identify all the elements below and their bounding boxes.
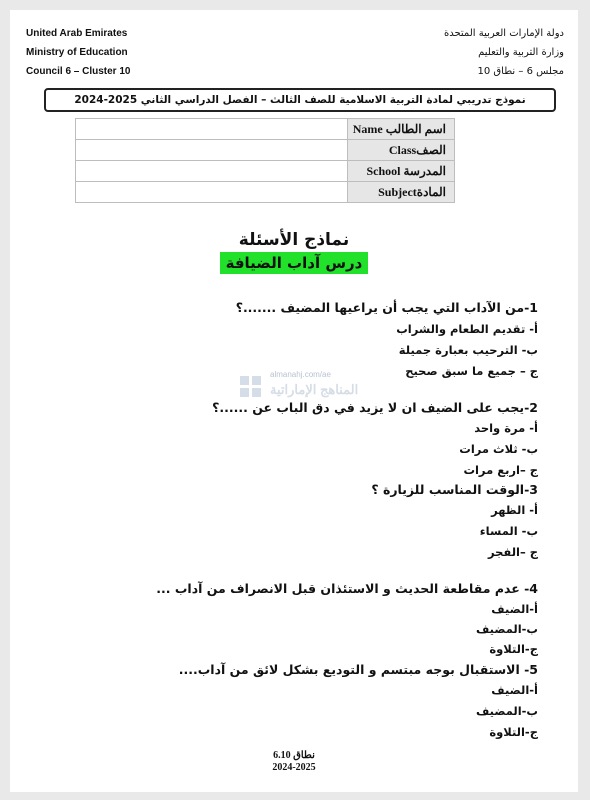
question-3-option-c: ج –الفجر [487, 545, 538, 559]
worksheet-page [10, 10, 578, 792]
lesson-title-wrap [10, 252, 578, 274]
student-info-table [75, 118, 455, 203]
info-value-class[interactable] [76, 140, 348, 161]
info-row-class [76, 140, 455, 161]
info-label-name: اسم الطالب Name [348, 119, 455, 140]
question-2-option-a: أ- مرة واحد [474, 421, 538, 435]
info-row-name [76, 119, 455, 140]
info-label-school: المدرسة School [348, 161, 455, 182]
watermark-text: المناهج الإماراتية [270, 382, 359, 397]
question-5-option-a: أ-الضيف [491, 683, 538, 697]
question-1-option-b: ب- الترحيب بعبارة جميلة [398, 343, 538, 357]
question-2-stem: 2-يجب على الضيف ان لا يزيد في دق الباب عن ......؟ [212, 400, 538, 415]
question-4-option-a: أ-الضيف [491, 602, 538, 616]
question-3-option-b: ب- المساء [479, 524, 538, 538]
info-row-subject [76, 182, 455, 203]
lesson-title: درس آداب الضيافة [220, 252, 369, 274]
question-1-option-c: ج – جميع ما سبق صحيح [405, 364, 538, 378]
question-3-option-a: أ- الظهر [491, 503, 538, 517]
header-country: United Arab Emirates [26, 28, 128, 39]
question-1-stem: 1-من الآداب التي يجب أن يراعيها المضيف .......؟ [235, 300, 538, 315]
header-council: Council 6 – Cluster 10 [26, 66, 131, 77]
question-4-stem: 4- عدم مقاطعة الحديث و الاستئذان قبل الانصراف من آداب ... [156, 581, 538, 596]
info-label-class: الصفClass [348, 140, 455, 161]
footer-cluster: نطاق 6.10 [273, 750, 315, 761]
footer-year: 2024-2025 [272, 762, 316, 773]
watermark-url: almanahj.com/ae [270, 370, 331, 379]
question-5-stem: 5- الاستقبال بوجه مبتسم و التوديع بشكل لائق من آداب.... [178, 662, 538, 677]
header-council-ar: مجلس 6 – نطاق 10 [477, 66, 564, 77]
worksheet-title: نموذج تدريبي لمادة التربية الاسلامية للصف الثالث – الفصل الدراسي الثاني 2025-2024 [44, 88, 556, 112]
info-label-subject: المادةSubject [348, 182, 455, 203]
header-ministry: Ministry of Education [26, 47, 128, 58]
question-5-option-c: ج-التلاوة [489, 725, 538, 739]
info-row-school [76, 161, 455, 182]
header-english [26, 24, 130, 81]
header-ministry-ar: وزارة التربية والتعليم [478, 47, 564, 58]
header-country-ar: دولة الإمارات العربية المتحدة [443, 28, 564, 39]
page-footer [10, 750, 578, 774]
watermark-logo-icon [240, 376, 262, 398]
question-2-option-b: ب- ثلاث مرات [459, 442, 538, 456]
info-value-subject[interactable] [76, 182, 348, 203]
header-arabic [444, 24, 564, 81]
info-value-school[interactable] [76, 161, 348, 182]
question-3-stem: 3-الوقت المناسب للزيارة ؟ [371, 482, 538, 497]
question-4-option-c: ج-التلاوة [489, 642, 538, 656]
question-5-option-b: ب-المضيف [475, 704, 538, 718]
question-1-option-a: أ- تقديم الطعام والشراب [396, 322, 538, 336]
question-4-option-b: ب-المضيف [475, 622, 538, 636]
section-title: نماذج الأسئلة [238, 230, 350, 250]
info-value-name[interactable] [76, 119, 348, 140]
question-2-option-c: ج –اربع مرات [463, 463, 538, 477]
